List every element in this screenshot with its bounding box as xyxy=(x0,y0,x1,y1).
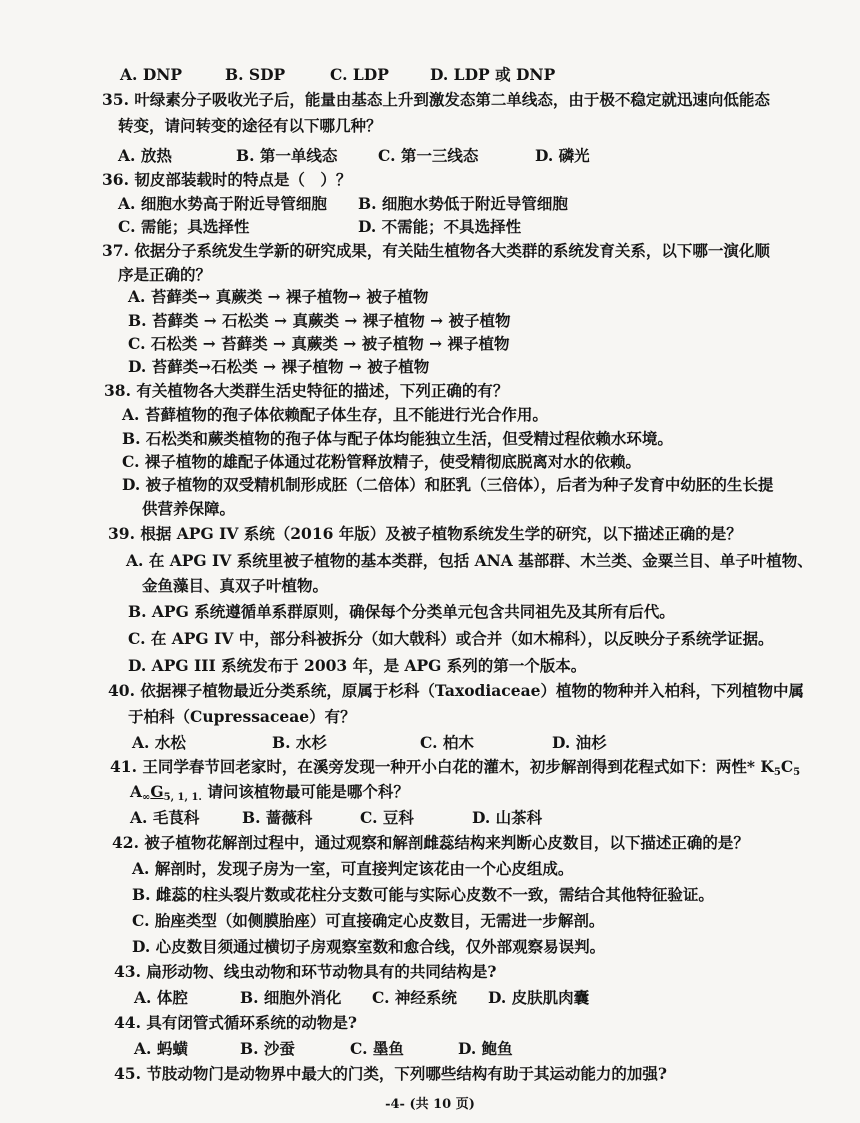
q38-option-a: A. 苔藓植物的孢子体依赖配子体生存，且不能进行光合作用。 xyxy=(122,405,548,424)
q42-option-d: D. 心皮数目须通过横切子房观察室数和愈合线，仅外部观察易误判。 xyxy=(132,937,606,956)
q34-option-c: C. LDP xyxy=(330,65,389,84)
q38-option-d-line2: 供营养保障。 xyxy=(142,499,236,518)
q44-option-a: A. 蚂蟥 xyxy=(134,1039,188,1058)
q37-option-d: D. 苔藓类→石松类 → 裸子植物 → 被子植物 xyxy=(128,357,430,376)
q41-option-d: D. 山茶科 xyxy=(472,808,543,827)
q43-stem: 43. 扁形动物、线虫动物和环节动物具有的共同结构是? xyxy=(114,962,497,981)
q42-stem: 42. 被子植物花解剖过程中，通过观察和解剖雌蕊结构来判断心皮数目，以下描述正确的是？ xyxy=(112,833,749,852)
q36-option-c: C. 需能；具选择性 xyxy=(118,217,250,236)
q36-option-d: D. 不需能；不具选择性 xyxy=(358,217,522,236)
q34-option-a: A. DNP xyxy=(120,65,183,84)
q42-option-a: A. 解剖时，发现子房为一室，可直接判定该花由一个心皮组成。 xyxy=(132,859,574,878)
q38-option-b: B. 石松类和蕨类植物的孢子体与配子体均能独立生活，但受精过程依赖水环境。 xyxy=(122,429,673,448)
q39-option-c: C. 在 APG IV 中，部分科被拆分（如大戟科）或合并（如木棉科），以反映分子系统学证据。 xyxy=(128,629,774,648)
q35-stem-line1: 35. 叶绿素分子吸收光子后，能量由基态上升到激发态第二单线态，由于极不稳定就迅速向低能态 xyxy=(102,90,770,109)
q34-option-b: B. SDP xyxy=(225,65,286,84)
q40-option-d: D. 油杉 xyxy=(552,733,607,752)
q35-option-d: D. 磷光 xyxy=(535,146,590,165)
q37-option-b: B. 苔藓类 → 石松类 → 真蕨类 → 裸子植物 → 被子植物 xyxy=(128,311,511,330)
q35-option-a: A. 放热 xyxy=(118,146,172,165)
q39-option-d: D. APG III 系统发布于 2003 年，是 APG 系列的第一个版本。 xyxy=(128,656,587,675)
q37-stem-line1: 37. 依据分子系统发生学新的研究成果，有关陆生植物各大类群的系统发育关系，以下哪一演化顺 xyxy=(102,241,770,260)
q40-stem-line2: 于柏科（Cupressaceae）有？ xyxy=(128,707,356,726)
q41-formula-a-sub: ∞ xyxy=(142,792,151,803)
q36-option-b: B. 细胞水势低于附近导管细胞 xyxy=(358,194,568,213)
q39-option-a-line2: 金鱼藻目、真双子叶植物。 xyxy=(142,576,329,595)
q39-stem: 39. 根据 APG IV 系统（2016 年版）及被子植物系统发生学的研究，以下描述正确的是？ xyxy=(108,524,742,543)
q44-option-b: B. 沙蚕 xyxy=(240,1039,295,1058)
page-number: -4- (共 10 页) xyxy=(385,1097,475,1112)
q39-option-b: B. APG 系统遵循单系群原则，确保每个分类单元包含共同祖先及其所有后代。 xyxy=(128,602,675,621)
q44-option-c: C. 墨鱼 xyxy=(350,1039,404,1058)
q37-option-c: C. 石松类 → 苔藓类 → 真蕨类 → 被子植物 → 裸子植物 xyxy=(128,334,510,353)
q41-formula-k-sub: 5 xyxy=(773,767,781,778)
q40-option-a: A. 水松 xyxy=(132,733,186,752)
q36-option-a: A. 细胞水势高于附近导管细胞 xyxy=(118,194,327,213)
q38-option-d-line1: D. 被子植物的双受精机制形成胚（二倍体）和胚乳（三倍体），后者为种子发育中幼胚的生长提 xyxy=(122,475,774,494)
q42-option-b: B. 雌蕊的柱头裂片数或花柱分支数可能与实际心皮数不一致，需结合其他特征验证。 xyxy=(132,885,714,904)
q38-option-c: C. 裸子植物的雄配子体通过花粉管释放精子，使受精彻底脱离对水的依赖。 xyxy=(122,452,641,471)
q35-option-b: B. 第一单线态 xyxy=(236,146,338,165)
q43-option-c: C. 神经系统 xyxy=(372,988,457,1007)
q41-stem-line2 xyxy=(130,781,409,809)
q41-formula-c-sub: 5 xyxy=(793,767,801,778)
q37-stem-line2: 序是正确的？ xyxy=(118,265,212,284)
q41-stem-text: 41. 王同学春节回老家时，在溪旁发现一种开小白花的灌木，初步解剖得到花程式如下：两性* K xyxy=(110,757,774,776)
q34-option-d: D. LDP 或 DNP xyxy=(430,65,556,84)
q40-option-c: C. 柏木 xyxy=(420,733,474,752)
q44-option-d: D. 鲍鱼 xyxy=(458,1039,513,1058)
q39-option-a-line1: A. 在 APG IV 系统里被子植物的基本类群，包括 ANA 基部群、木兰类、金粟兰目、单子叶植物、 xyxy=(126,551,813,570)
q41-formula-g: G xyxy=(150,782,164,801)
q43-option-b: B. 细胞外消化 xyxy=(240,988,342,1007)
q41-formula-a: A xyxy=(130,782,143,801)
q40-option-b: B. 水杉 xyxy=(272,733,327,752)
q41-option-a: A. 毛茛科 xyxy=(130,808,200,827)
q45-stem: 45. 节肢动物门是动物界中最大的门类，下列哪些结构有助于其运动能力的加强? xyxy=(114,1064,667,1083)
q37-option-a: A. 苔藓类→ 真蕨类 → 裸子植物→ 被子植物 xyxy=(128,287,429,306)
q41-stem-line1 xyxy=(110,756,800,784)
q40-stem-line1: 40. 依据裸子植物最近分类系统，原属于杉科（Taxodiaceae）植物的物种并入柏科，下列植物中属 xyxy=(108,681,805,700)
q41-option-b: B. 蔷薇科 xyxy=(242,808,313,827)
q35-option-c: C. 第一三线态 xyxy=(378,146,479,165)
q43-option-d: D. 皮肤肌肉囊 xyxy=(488,988,590,1007)
q41-formula-g-sub: 5, 1, 1. xyxy=(163,792,202,803)
q42-option-c: C. 胎座类型（如侧膜胎座）可直接确定心皮数目，无需进一步解剖。 xyxy=(132,911,605,930)
q35-stem-line2: 转变，请问转变的途径有以下哪几种？ xyxy=(118,116,382,135)
q41-stem-question: 请问该植物最可能是哪个科？ xyxy=(207,782,409,801)
q43-option-a: A. 体腔 xyxy=(134,988,188,1007)
q41-formula-c: C xyxy=(780,757,794,776)
q44-stem: 44. 具有闭管式循环系统的动物是? xyxy=(114,1013,357,1032)
q36-stem: 36. 韧皮部装载时的特点是（ ）？ xyxy=(102,170,352,189)
q38-stem: 38. 有关植物各大类群生活史特征的描述，下列正确的有？ xyxy=(104,381,509,400)
q41-option-c: C. 豆科 xyxy=(360,808,414,827)
